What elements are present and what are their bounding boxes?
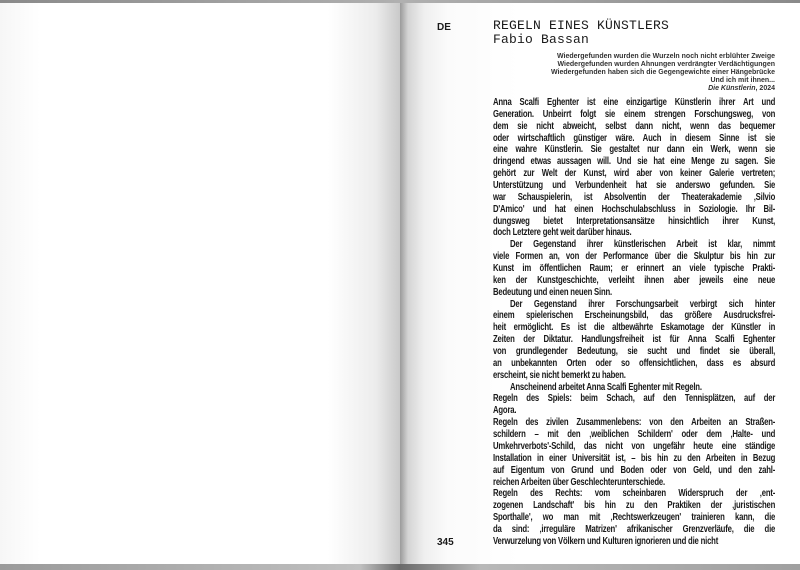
body-line: eine wahre Künstlerin. Sie gestaltet nur dann ein Werk, wenn sie [493,144,776,156]
language-label: DE [437,22,451,33]
body-line: Anna Scalfi Eghenter ist eine einzigartige Künstlerin ihrer Art und [493,97,776,108]
body-line: einem spielerischen Erscheinungsbild, das größere Ausdrucksfrei- [493,310,776,322]
body-line: Verwurzelung von Völkern und Kulturen ignorieren und die nicht [493,535,719,547]
body-line: Installation in einer Universität ist, – bis hin zu den Arbeiten in Bezug [493,452,776,464]
body-line: Anscheinend arbeitet Anna Scalfi Eghenter mit Regeln. [510,381,702,393]
body-line: Generation. Unbeirrt folgt sie einem strengen Forschungsweg, von [493,108,776,120]
body-line: da sind: ‚irreguläre Matrizen' afrikanischer Grenzverläufe, die die [493,523,776,535]
body-line: Regeln des Rechts: vom scheinbaren Widerspruch der ‚ent- [493,488,776,500]
epigraph [475,53,775,93]
article-author: Fabio Bassan [493,32,590,47]
body-line: Der Gegenstand ihrer Forschungsarbeit verbirgt sich hinter [510,298,776,310]
body-line: dungsweg bietet Interpretationsansätze hinsichtlich ihrer Kunst, [493,215,776,227]
page-number: 345 [437,537,454,548]
body-line: D'Amico' und hat einen Hochschulabschluss in Soziologie. Ihr Bil- [493,203,776,215]
body-line: an unbekannten Orten oder so offensichtlichen, dass es absurd [493,357,776,369]
body-line: zogenen Landschaft' bis hin zu den Praktiken der ‚juristischen [493,500,776,512]
body-text [493,97,775,548]
article-header [493,19,669,47]
epigraph-source-year: , 2024 [755,85,775,92]
body-line: schildern – mit den ‚weiblichen Schildern' oder dem ‚Halte- und [493,429,776,441]
body-line: viele Formen an, von der Performance über die Skulptur bis hin zur [493,251,776,263]
body-line: reichen Arbeiten über Geschlechterunterschiede. [493,476,665,488]
epigraph-line: Wiedergefunden wurden die Wurzeln noch nicht erblühter Zweige [557,53,775,60]
epigraph-line: Wiedergefunden haben sich die Gegengewichte einer Hängebrücke [551,69,775,76]
body-line: auf Eigentum von Grund und Boden oder von Geld, und den zahl- [493,464,776,476]
body-line: erscheint, sie nicht bemerkt zu haben. [493,369,626,381]
scan-edge-top [0,0,800,3]
body-line: heit ermöglicht. Es ist die altbewährte Eskamotage der Künstler in [493,322,776,334]
body-line: war Schauspielerin, ist Absolventin der Theaterakademie ‚Silvio [493,191,776,203]
scan-edge-bottom [0,564,800,570]
body-line: gehört zur Welt der Kunst, wird aber von keiner Galerie vertreten; [493,168,776,180]
body-line: dem sie nicht abweicht, selbst dann nicht, wenn das bequemer [493,120,776,132]
body-line: doch Letztere geht weit darüber hinaus. [493,227,632,239]
body-line: Unterstützung und Verbundenheit hat sie anderswo gefunden. Sie [493,180,776,192]
body-line: Bedeutung und einen neuen Sinn. [493,286,612,298]
epigraph-source [475,85,775,93]
article-title: REGELN EINES KÜNSTLERS [493,18,670,33]
epigraph-line: Und ich mit ihnen... [710,77,775,84]
body-line: Der Gegenstand ihrer künstlerischen Arbeit ist klar, nimmt [510,239,776,251]
epigraph-source-title: Die Künstlerin [708,85,756,92]
body-line: von grundlegender Bedeutung, sie sucht und findet sie überall, [493,346,776,358]
body-line: Sporthalle', wo man mit ‚Rechtswerkzeugen' trainieren kann, die [493,512,776,524]
body-line: Umkehrverbots'-Schild, das nicht von ungefähr heute eine ständige [493,440,776,452]
epigraph-line: Wiedergefunden wurden Ahnungen verdrängter Verdächtigungen [557,61,775,68]
body-line: Zeiten der Diktatur. Handlungsfreiheit ist für Anna Scalfi Eghenter [493,334,776,346]
body-line: Agora. [493,405,517,417]
body-line: dringend etwas aussagen will. Und sie hat eine Menge zu sagen. Sie [493,156,776,168]
body-line: Regeln des Spiels: beim Schach, auf den Tennisplätzen, auf der [493,393,776,405]
body-line: Regeln des zivilen Zusammenlebens: von den Arbeiten an Straßen- [493,417,776,429]
body-line: oder wirtschaftlich günstiger wäre. Auch in diesem Sinne ist sie [493,132,776,144]
body-line: Kunst im öffentlichen Raum; er erinnert an viele typische Prakti- [493,263,776,275]
body-line: ken der Kunstgeschichte, verleiht ihnen aber jeweils eine neue [493,274,776,286]
